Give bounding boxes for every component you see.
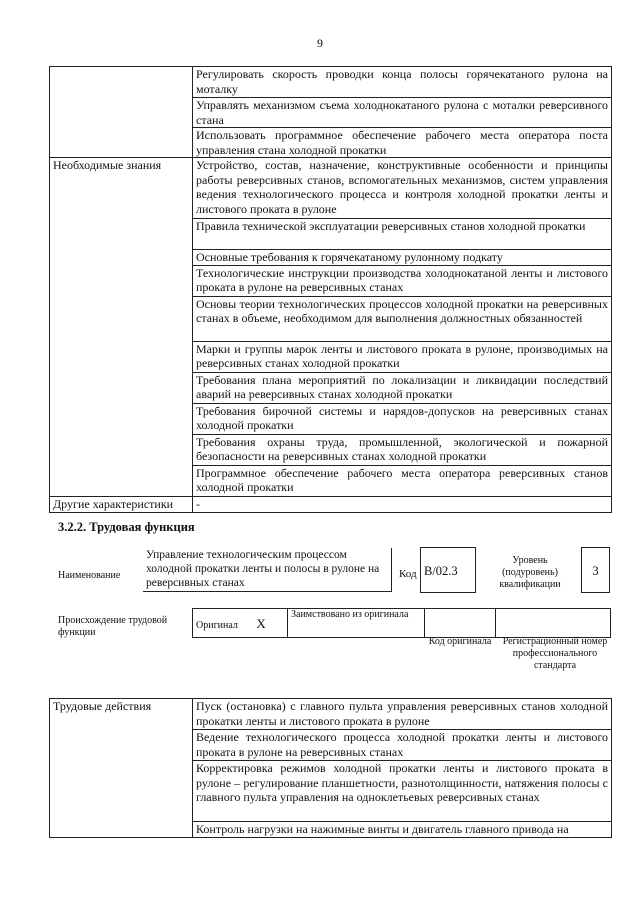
other-value: - — [193, 496, 612, 512]
registration-caption: Регистрационный номер профессионального стандарта — [502, 636, 608, 671]
knowledge-cell: Основные требования к горячекатаному рулонному подкату — [193, 250, 612, 266]
code-caption: Код оригинала — [428, 636, 492, 647]
knowledge-cell: Правила технической эксплуатации реверсивных станов холодной прокатки — [193, 219, 612, 250]
function-name-box: Управление технологическим процессом холодной прокатки ленты и полосы в рулоне на реверсивных станах — [143, 548, 392, 592]
other-label: Другие характеристики — [50, 496, 193, 512]
level-value-box: 3 — [581, 547, 610, 593]
registration-number-box — [495, 608, 611, 638]
knowledge-cell: Технологические инструкции производства холоднокатаной ленты и листового проката в рулоне на реверсивных станах — [193, 265, 612, 296]
action-cell: Ведение технологического процесса холодной прокатки ленты и листового проката в рулоне на реверсивных станах — [193, 730, 612, 761]
table-row — [50, 158, 612, 219]
action-cell: Использовать программное обеспечение рабочего места оператора поста управления стана холодной прокатки — [193, 128, 612, 158]
original-code-box — [424, 608, 496, 638]
actions-label: Трудовые действия — [50, 699, 193, 838]
section-title: 3.2.2. Трудовая функция — [58, 520, 195, 534]
top-table — [49, 66, 612, 513]
bottom-table — [49, 698, 612, 838]
name-label: Наименование — [58, 570, 121, 581]
action-cell: Управлять механизмом съема холоднокатаного рулона с моталки реверсивного стана — [193, 98, 612, 128]
knowledge-cell: Требования охраны труда, промышленной, экологической и пожарной безопасности на реверсивных станах холодной прокатки — [193, 434, 612, 465]
table-row — [50, 496, 612, 512]
table-row — [50, 67, 612, 98]
table-row — [50, 699, 612, 730]
knowledge-cell: Основы теории технологических процессов холодной прокатки на реверсивных станах в объеме, необходимом для выполнения должностных обязанностей — [193, 296, 612, 341]
original-box — [192, 608, 288, 638]
blank-label-cell — [50, 67, 193, 158]
origin-label: Происхождение трудовой функции — [58, 615, 168, 638]
original-label: Оригинал — [196, 620, 238, 631]
page-number: 9 — [317, 36, 323, 50]
action-cell: Пуск (остановка) с главного пульта управления реверсивных станов холодной прокатки ленты и листового проката в рулоне — [193, 699, 612, 730]
level-label: Уровень (подуровень) квалификации — [499, 555, 561, 590]
action-cell: Корректировка режимов холодной прокатки ленты и листового проката в рулоне – регулирование планшетности, разнотолщинности, натяжения полосы с главного пульта управления на одноклетьевых реверсивных станах — [193, 761, 612, 822]
original-mark: X — [256, 616, 266, 631]
knowledge-cell: Устройство, состав, назначение, конструктивные особенности и принципы работы реверсивных станов, вспомогательных механизмов, систем управления ведения технологического процесса и контроля холодной прокатки ленты и листового проката в рулоне — [193, 158, 612, 219]
action-cell: Контроль нагрузки на нажимные винты и двигатель главного привода на — [193, 822, 612, 838]
knowledge-cell: Требования плана мероприятий по локализации и ликвидации последствий аварий на реверсивных станах холодной прокатки — [193, 372, 612, 403]
action-cell: Регулировать скорость проводки конца полосы горячекатаного рулона на моталку — [193, 67, 612, 98]
knowledge-label: Необходимые знания — [50, 158, 193, 497]
code-value-box: В/02.3 — [420, 547, 476, 593]
code-label: Код — [399, 568, 417, 580]
knowledge-cell: Марки и группы марок ленты и листового проката в рулоне, производимых на реверсивных станах холодной прокатки — [193, 341, 612, 372]
knowledge-cell: Программное обеспечение рабочего места оператора реверсивных станов холодной прокатки — [193, 465, 612, 496]
knowledge-cell: Требования бирочной системы и нарядов-допусков на реверсивных станах холодной прокатки — [193, 403, 612, 434]
borrowed-box: Заимствовано из оригинала — [287, 608, 425, 638]
